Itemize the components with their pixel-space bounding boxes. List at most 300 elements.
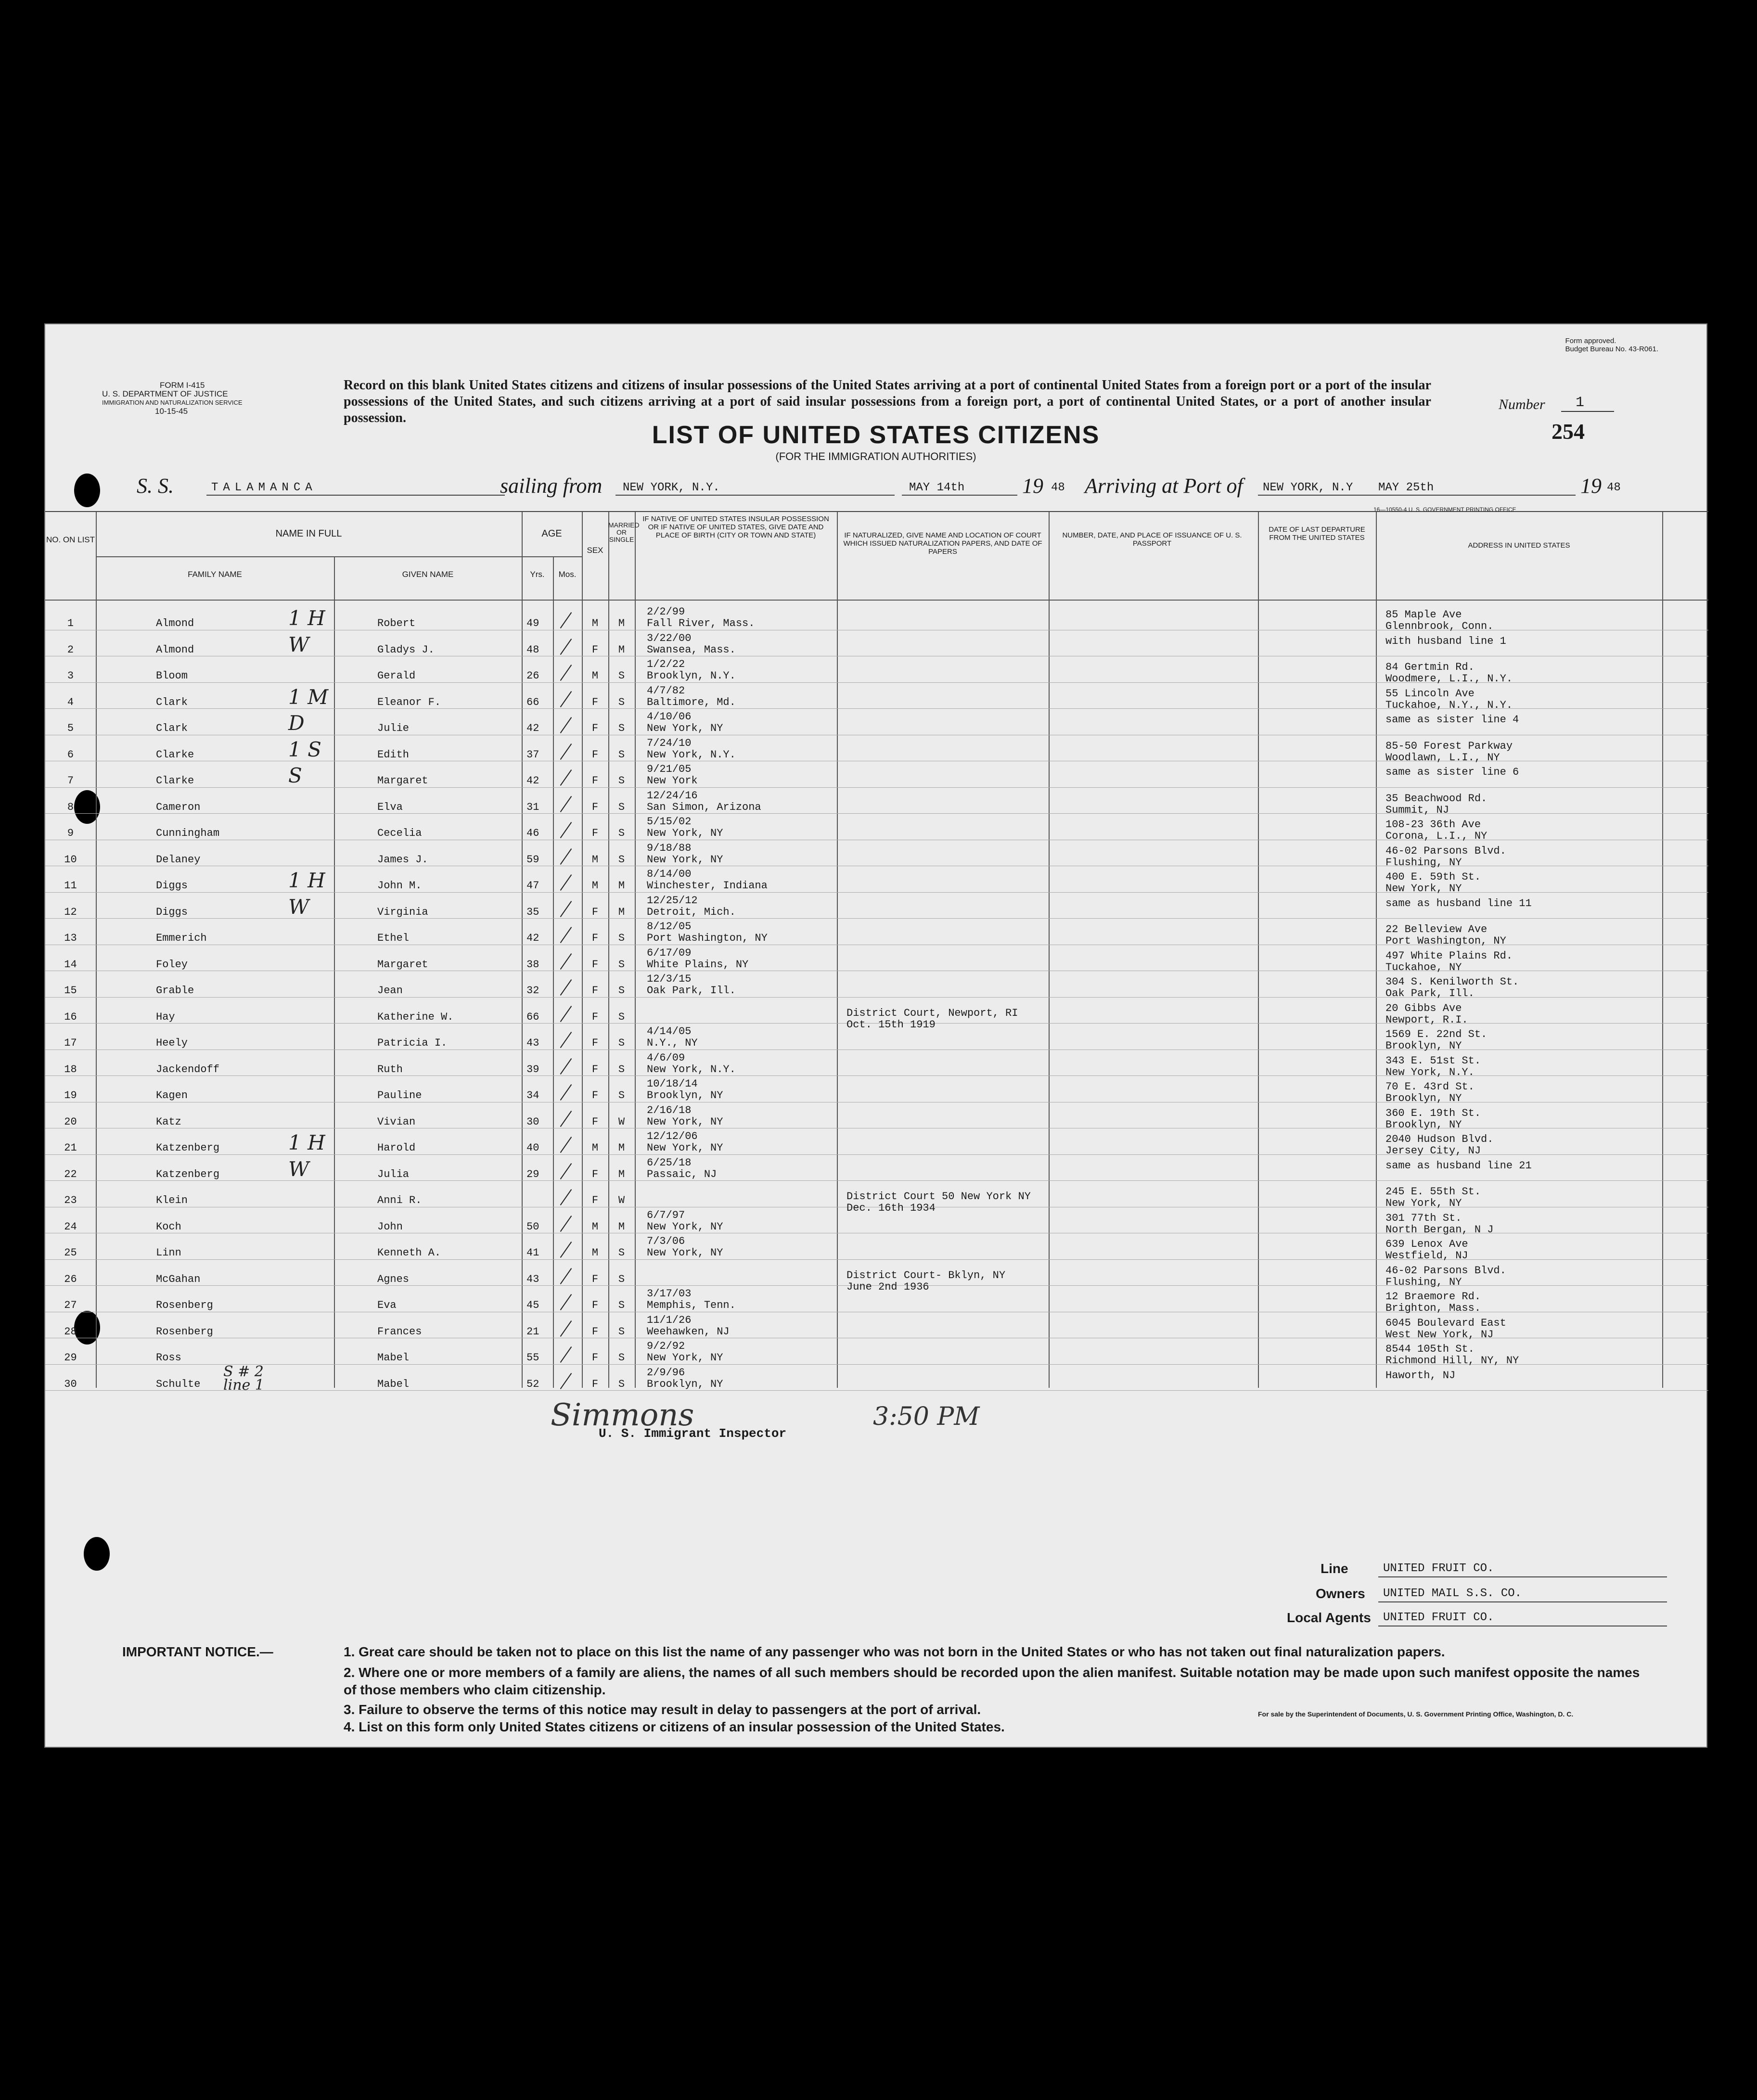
header-bottom-rule (45, 600, 1708, 601)
agents-label: Local Agents (1287, 1610, 1371, 1625)
age-years: 40 (526, 1142, 539, 1154)
age-years: 46 (526, 827, 539, 839)
sex: F (591, 748, 599, 761)
family-name: Clark (156, 696, 188, 708)
sex: F (591, 932, 599, 944)
row-number: 12 (64, 906, 77, 918)
address-line-1: 85-50 Forest Parkway (1385, 740, 1513, 752)
address-line-2: Woodlawn, L.I., NY (1385, 751, 1500, 764)
address-line-2: Richmond Hill, NY, NY (1385, 1355, 1519, 1367)
given-name: Cecelia (377, 827, 422, 839)
tick-mark (560, 1242, 572, 1258)
col-given-header: GIVEN NAME (402, 570, 454, 579)
naturalization-date: June 2nd 1936 (846, 1280, 929, 1293)
marital-status: S (618, 775, 625, 787)
address-line-2: Jersey City, NJ (1385, 1145, 1481, 1157)
arrival-year: 48 (1607, 481, 1621, 494)
form-date: 10-15-45 (155, 407, 188, 416)
age-years: 21 (526, 1325, 539, 1338)
row-number: 27 (64, 1299, 77, 1311)
tick-mark (560, 1189, 572, 1205)
marital-status: S (618, 985, 625, 997)
address-line-2: Corona, L.I., NY (1385, 830, 1488, 842)
age-years: 66 (526, 1011, 539, 1023)
address-line-1: 55 Lincoln Ave (1385, 687, 1475, 700)
given-name: Ruth (377, 1063, 403, 1076)
birth-place: New York, NY (647, 853, 723, 866)
birth-place: New York (647, 775, 698, 787)
marital-status: M (618, 880, 625, 892)
family-name: Diggs (156, 906, 188, 918)
age-years: 43 (526, 1037, 539, 1049)
document-title: LIST OF UNITED STATES CITIZENS (652, 421, 1100, 449)
address-line-1: same as sister line 4 (1385, 714, 1519, 726)
marital-status: S (618, 1352, 625, 1364)
naturalization-date: Oct. 15th 1919 (846, 1018, 936, 1031)
family-name: Kagen (156, 1089, 188, 1101)
document-subtitle: (FOR THE IMMIGRATION AUTHORITIES) (775, 450, 976, 462)
address-line-2: Woodmere, L.I., N.Y. (1385, 673, 1513, 685)
age-years: 42 (526, 932, 539, 944)
sex: F (591, 801, 599, 813)
row-number: 11 (64, 880, 77, 892)
address-line-1: 304 S. Kenilworth St. (1385, 976, 1519, 988)
family-name: Delaney (156, 853, 201, 866)
col-yrs-header: Yrs. (530, 570, 545, 579)
given-name: Gerald (377, 670, 416, 682)
form-number: FORM I-415 (160, 381, 205, 390)
birth-date: 2/9/96 (647, 1366, 685, 1379)
tick-mark (560, 1163, 572, 1179)
tick-mark (560, 1006, 572, 1022)
birth-date: 6/25/18 (647, 1156, 692, 1169)
age-years: 32 (526, 985, 539, 997)
arrival-year-prefix: 19 (1580, 474, 1602, 498)
sex: F (591, 643, 599, 656)
marital-status: S (618, 1299, 625, 1311)
birth-date: 3/22/00 (647, 632, 692, 644)
address-line-1: 6045 Boulevard East (1385, 1317, 1506, 1329)
address-line-1: 35 Beachwood Rd. (1385, 792, 1488, 805)
birth-date: 1/2/22 (647, 658, 685, 670)
marital-status: S (618, 801, 625, 813)
birth-date: 9/21/05 (647, 763, 692, 775)
family-name: Rosenberg (156, 1299, 213, 1311)
age-years: 26 (526, 670, 539, 682)
naturalization-court: District Court, Newport, RI (846, 1007, 1018, 1019)
address-line-2: North Bergan, N J (1385, 1223, 1494, 1236)
birth-date: 2/16/18 (647, 1104, 692, 1116)
form-approval-note (1565, 337, 1658, 353)
marital-status: S (618, 1011, 625, 1023)
family-name: Emmerich (156, 932, 207, 944)
tick-mark (560, 1032, 572, 1048)
tick-mark (560, 1216, 572, 1232)
birth-place: New York, N.Y. (647, 748, 736, 761)
tick-mark (560, 717, 572, 733)
family-name: Heely (156, 1037, 188, 1049)
row-number: 26 (64, 1273, 77, 1285)
address-line-2: Oak Park, Ill. (1385, 987, 1475, 999)
sex: F (591, 1063, 599, 1076)
age-years: 37 (526, 748, 539, 761)
arriving-label: Arriving at Port of (1085, 474, 1243, 498)
row-number: 30 (64, 1378, 77, 1390)
col-no-header: NO. ON LIST (46, 535, 95, 544)
address-line-1: 70 E. 43rd St. (1385, 1081, 1475, 1093)
sex: F (591, 722, 599, 734)
address-line-1: 301 77th St. (1385, 1212, 1462, 1224)
marital-status: S (618, 1325, 625, 1338)
sex: F (591, 906, 599, 918)
age-years: 34 (526, 1089, 539, 1101)
header-rule (96, 556, 582, 557)
birth-place: Baltimore, Md. (647, 696, 736, 708)
page-number: 254 (1552, 419, 1585, 444)
birth-date: 4/6/09 (647, 1051, 685, 1064)
given-name: Edith (377, 748, 410, 761)
row-rule (45, 1390, 1708, 1391)
given-name: Eleanor F. (377, 696, 441, 708)
address-line-1: same as husband line 11 (1385, 897, 1532, 909)
family-name: Klein (156, 1194, 188, 1206)
address-line-2: Newport, R.I. (1385, 1013, 1468, 1026)
given-name: Patricia I. (377, 1037, 448, 1049)
marital-status: M (618, 1142, 625, 1154)
tick-mark (560, 1268, 572, 1284)
given-name: Agnes (377, 1273, 410, 1285)
age-years: 35 (526, 906, 539, 918)
address-line-1: 8544 105th St. (1385, 1343, 1475, 1355)
age-years: 42 (526, 722, 539, 734)
given-name: Margaret (377, 775, 428, 787)
family-name: Almond (156, 617, 194, 629)
birth-place: Fall River, Mass. (647, 617, 755, 629)
family-name: Clarke (156, 775, 194, 787)
row-number: 2 (67, 643, 74, 656)
birth-place: New York, NY (647, 1115, 723, 1128)
tick-mark (560, 769, 572, 786)
col-married-header: MARRIED OR SINGLE (608, 521, 640, 543)
tick-mark (560, 953, 572, 970)
birth-date: 12/3/15 (647, 973, 692, 985)
given-name: Frances (377, 1325, 422, 1338)
col-rule (522, 512, 523, 1388)
marital-status: S (618, 1378, 625, 1390)
address-line-1: 20 Gibbs Ave (1385, 1002, 1462, 1014)
birth-date: 4/14/05 (647, 1025, 692, 1037)
tick-mark (560, 1084, 572, 1101)
given-name: Elva (377, 801, 403, 813)
family-name: Clarke (156, 748, 194, 761)
ss-label: S. S. (137, 474, 174, 498)
address-line-1: 343 E. 51st St. (1385, 1054, 1481, 1067)
row-number: 7 (67, 775, 74, 787)
birth-place: New York, N.Y. (647, 1063, 736, 1076)
birth-date: 9/18/88 (647, 842, 692, 854)
col-birth-header: IF NATIVE OF UNITED STATES INSULAR POSSESSION OR IF NATIVE OF UNITED STATES, GIVE DATE AND PLACE OF BIRTH (CITY OR TOWN AND STATE) (642, 515, 829, 539)
sex: F (591, 958, 599, 971)
number-value: 1 (1576, 395, 1585, 411)
address-line-1: 360 E. 19th St. (1385, 1107, 1481, 1119)
row-number: 20 (64, 1115, 77, 1128)
address-line-1: with husband line 1 (1385, 635, 1506, 647)
address-line-1: same as husband line 21 (1385, 1159, 1532, 1172)
birth-place: Brooklyn, N.Y. (647, 670, 736, 682)
col-name-in-full-header: NAME IN FULL (275, 528, 342, 539)
handwritten-line-note: S # 2 line 1 (223, 1363, 264, 1394)
address-line-2: Brighton, Mass. (1385, 1302, 1481, 1314)
arrival-port: NEW YORK, N.Y (1263, 481, 1353, 494)
row-number: 17 (64, 1037, 77, 1049)
row-number: 28 (64, 1325, 77, 1338)
col-rule (635, 512, 636, 1388)
address-line-1: 639 Lenox Ave (1385, 1238, 1468, 1250)
col-address-header: ADDRESS IN UNITED STATES (1468, 541, 1570, 550)
address-line-2: Tuckahoe, NY (1385, 961, 1462, 973)
tick-mark (560, 796, 572, 812)
sex: M (591, 853, 599, 866)
age-years: 47 (526, 880, 539, 892)
family-name: Cunningham (156, 827, 220, 839)
col-age-header: AGE (541, 528, 562, 539)
marital-status: M (618, 643, 625, 656)
birth-place: New York, NY (647, 827, 723, 839)
sex: F (591, 1378, 599, 1390)
port-underline (616, 495, 895, 496)
intro-instructions: Record on this blank United States citizens and citizens of insular possessions of the United States arriving at a port of continental United States from a foreign port or a port of the insular possessions of the United States, and such citizens arriving at a port of said insular possessions from a foreign port, a port of continental United States, or a port of another insular possession. (344, 378, 1431, 425)
given-name: Virginia (377, 906, 428, 918)
inspector-label: U. S. Immigrant Inspector (599, 1426, 787, 1441)
sailing-date: MAY 14th (909, 481, 965, 494)
given-name: Vivian (377, 1115, 416, 1128)
family-name: Bloom (156, 670, 188, 682)
row-number: 8 (67, 801, 74, 813)
sailing-port: NEW YORK, N.Y. (623, 481, 720, 494)
marital-status: S (618, 932, 625, 944)
address-line-1: 400 E. 59th St. (1385, 871, 1481, 883)
marital-status: S (618, 1247, 625, 1259)
sex: F (591, 1299, 599, 1311)
marital-status: S (618, 748, 625, 761)
tick-mark (560, 612, 572, 628)
inspector-signature: Simmons (551, 1397, 694, 1433)
row-rule (45, 813, 1708, 814)
address-line-1: 108-23 36th Ave (1385, 819, 1481, 831)
col-rule (553, 556, 554, 1388)
tick-mark (560, 665, 572, 681)
family-name: Katzenberg (156, 1168, 220, 1180)
birth-date: 8/14/00 (647, 868, 692, 880)
birth-place: Brooklyn, NY (647, 1378, 723, 1390)
sex: F (591, 1089, 599, 1101)
family-name: McGahan (156, 1273, 201, 1285)
marital-status: S (618, 1089, 625, 1101)
birth-date: 7/24/10 (647, 737, 692, 749)
age-years: 52 (526, 1378, 539, 1390)
col-passport-header: NUMBER, DATE, AND PLACE OF ISSUANCE OF U. S. PASSPORT (1062, 531, 1242, 548)
line-label: Line (1321, 1561, 1348, 1576)
sex: F (591, 1168, 599, 1180)
sex: M (591, 617, 599, 629)
col-rule (1376, 512, 1377, 1388)
age-years: 55 (526, 1352, 539, 1364)
col-sex-header: SEX (587, 546, 603, 555)
ship-underline (206, 495, 505, 496)
sex: M (591, 880, 599, 892)
row-number: 19 (64, 1089, 77, 1101)
family-name: Ross (156, 1352, 181, 1364)
given-name: Mabel (377, 1352, 410, 1364)
birth-place: N.Y., NY (647, 1037, 698, 1049)
birth-date: 7/3/06 (647, 1235, 685, 1247)
age-years: 50 (526, 1220, 539, 1233)
handwritten-family-note: S (288, 764, 302, 787)
age-years: 45 (526, 1299, 539, 1311)
tick-mark (560, 1294, 572, 1310)
age-years: 38 (526, 958, 539, 971)
handwritten-family-note: W (288, 1157, 309, 1181)
row-number: 23 (64, 1194, 77, 1206)
age-years: 59 (526, 853, 539, 866)
birth-place: Swansea, Mass. (647, 643, 736, 656)
printer-note: 16—10550-4 U. S. GOVERNMENT PRINTING OFFICE (1373, 506, 1516, 513)
tick-mark (560, 691, 572, 707)
tick-mark (560, 927, 572, 943)
given-name: Harold (377, 1142, 416, 1154)
sex: M (591, 670, 599, 682)
birth-place: Memphis, Tenn. (647, 1299, 736, 1311)
given-name: Robert (377, 617, 416, 629)
arrival-underline (1258, 495, 1576, 496)
family-name: Rosenberg (156, 1325, 213, 1338)
ship-name: TALAMANCA (211, 481, 317, 494)
row-number: 14 (64, 958, 77, 971)
punch-hole (84, 1537, 110, 1571)
address-line-1: 12 Braemore Rd. (1385, 1291, 1481, 1303)
birth-place: Brooklyn, NY (647, 1089, 723, 1101)
sex: F (591, 985, 599, 997)
address-line-2: New York, NY (1385, 1197, 1462, 1209)
year-prefix: 19 (1022, 474, 1043, 498)
tick-mark (560, 874, 572, 891)
address-line-1: 2040 Hudson Blvd. (1385, 1133, 1494, 1145)
row-number: 9 (67, 827, 74, 839)
marital-status: S (618, 722, 625, 734)
voyage-line (45, 474, 1706, 502)
row-number: 1 (67, 617, 74, 629)
family-name: Cameron (156, 801, 201, 813)
tick-mark (560, 1058, 572, 1075)
row-number: 13 (64, 932, 77, 944)
birth-place: Winchester, Indiana (647, 880, 768, 892)
handwritten-family-note: W (288, 632, 309, 656)
notice-item-3: 3. Failure to observe the terms of this notice may result in delay to passengers at the port of arrival. (344, 1702, 981, 1717)
sale-note: For sale by the Superintendent of Documents, U. S. Government Printing Office, Washington, D. C. (1258, 1710, 1574, 1718)
notice-item-1: 1. Great care should be taken not to place on this list the name of any passenger who was not born in the United States or who has not taken out final naturalization papers. (344, 1644, 1445, 1659)
approval-line-1: Form approved. (1565, 337, 1616, 345)
family-name: Diggs (156, 880, 188, 892)
given-name: Gladys J. (377, 643, 435, 656)
address-line-1: Haworth, NJ (1385, 1369, 1456, 1382)
tick-mark (560, 1111, 572, 1127)
address-line-2: Summit, NJ (1385, 804, 1449, 816)
sex: F (591, 1352, 599, 1364)
age-years: 31 (526, 801, 539, 813)
given-name: Eva (377, 1299, 397, 1311)
owners-value: UNITED MAIL S.S. CO. (1383, 1587, 1522, 1600)
address-line-1: 245 E. 55th St. (1385, 1186, 1481, 1198)
handwritten-family-note: 1 M (288, 685, 329, 709)
tick-mark (560, 1137, 572, 1153)
sex: F (591, 1325, 599, 1338)
age-years: 42 (526, 775, 539, 787)
age-years: 30 (526, 1115, 539, 1128)
col-mos-header: Mos. (558, 570, 577, 579)
agents-value: UNITED FRUIT CO. (1383, 1611, 1494, 1624)
approval-line-2: Budget Bureau No. 43-R061. (1565, 345, 1658, 353)
row-number: 21 (64, 1142, 77, 1154)
sex: F (591, 1273, 599, 1285)
birth-place: New York, NY (647, 1142, 723, 1154)
tick-mark (560, 848, 572, 865)
birth-date: 4/10/06 (647, 711, 692, 723)
row-number: 16 (64, 1011, 77, 1023)
handwritten-family-note: 1 H (288, 869, 325, 892)
row-number: 3 (67, 670, 74, 682)
sex: M (591, 1220, 599, 1233)
birth-date: 6/17/09 (647, 947, 692, 959)
birth-date: 11/1/26 (647, 1314, 692, 1326)
naturalization-court: District Court 50 New York NY (846, 1191, 1031, 1203)
inspector-time: 3:50 PM (873, 1402, 980, 1431)
age-years: 66 (526, 696, 539, 708)
address-line-1: 497 White Plains Rd. (1385, 949, 1513, 962)
birth-place: Passaic, NJ (647, 1168, 717, 1180)
address-line-2: Glennbrook, Conn. (1385, 620, 1494, 632)
birth-date: 12/24/16 (647, 789, 698, 802)
family-name: Jackendoff (156, 1063, 220, 1076)
handwritten-family-note: W (288, 895, 309, 919)
marital-status: M (618, 1168, 625, 1180)
marital-status: W (618, 1115, 625, 1128)
birth-date: 6/7/97 (647, 1209, 685, 1221)
age-years: 41 (526, 1247, 539, 1259)
address-line-2: Port Washington, NY (1385, 935, 1506, 947)
notice-item-4: 4. List on this form only United States citizens or citizens of an insular possession of the United States. (344, 1719, 1005, 1734)
handwritten-family-note: 1 S (288, 737, 321, 761)
address-line-2: Brooklyn, NY (1385, 1040, 1462, 1052)
address-line-1: 46-02 Parsons Blvd. (1385, 845, 1506, 857)
age-years: 49 (526, 617, 539, 629)
family-name: Foley (156, 958, 188, 971)
manifest-sheet (44, 323, 1707, 1748)
address-line-1: 85 Maple Ave (1385, 609, 1462, 621)
marital-status: S (618, 1037, 625, 1049)
birth-date: 3/17/03 (647, 1288, 692, 1300)
birth-date: 5/15/02 (647, 816, 692, 828)
address-line-2: Tuckahoe, N.Y., N.Y. (1385, 699, 1513, 711)
marital-status: S (618, 670, 625, 682)
age-years: 48 (526, 643, 539, 656)
address-line-1: 22 Belleview Ave (1385, 923, 1488, 935)
family-name: Katz (156, 1115, 181, 1128)
marital-status: S (618, 958, 625, 971)
birth-date: 12/25/12 (647, 894, 698, 907)
given-name: Mabel (377, 1378, 410, 1390)
address-line-1: 84 Gertmin Rd. (1385, 661, 1475, 673)
row-number: 4 (67, 696, 74, 708)
